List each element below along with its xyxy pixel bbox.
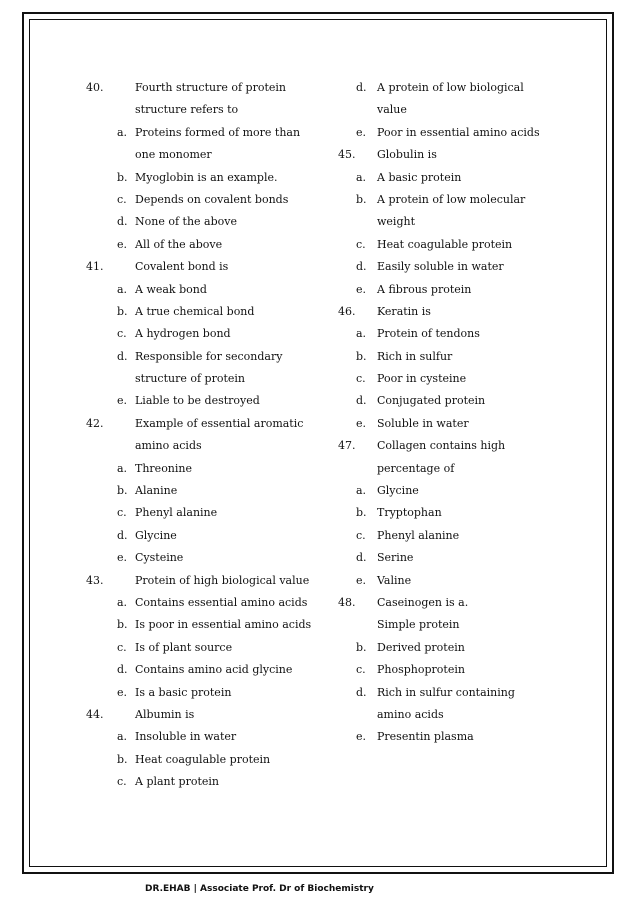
option-letter: e. [356,573,367,587]
option-letter: b. [117,752,128,766]
option-text: Rich in sulfur containing [377,685,515,699]
option-letter: b. [356,349,367,363]
option-text: A weak bond [135,282,207,296]
question-line [338,301,548,323]
option-text: Simple protein [377,618,460,632]
option-line [338,167,548,189]
option-letter: e. [356,416,367,430]
option-letter: e. [117,237,128,251]
option-text: A fibrous protein [377,282,472,296]
option-letter: a. [356,327,367,341]
option-text: All of the above [135,237,223,251]
option-line [86,726,316,748]
option-line [338,726,548,748]
question-line [86,413,316,435]
continuation-line [86,99,316,121]
continuation-line [338,614,548,636]
option-line [338,234,548,256]
option-text: A true chemical bond [135,304,255,318]
option-line [338,77,548,99]
question-number: 42. [86,416,104,430]
question-text: Protein of high biological value [135,573,310,587]
option-text: Soluble in water [377,416,469,430]
option-line [338,547,548,569]
page-footer: DR.EHAB | Associate Prof. Dr of Biochemistry [145,884,374,894]
option-text: Myoglobin is an example. [135,170,278,184]
option-text: A hydrogen bond [135,327,231,341]
option-text: Easily soluble in water [377,260,504,274]
option-letter: c. [117,775,127,789]
option-text: Poor in essential amino acids [377,125,540,139]
option-line [86,659,316,681]
option-text: Is poor in essential amino acids [135,618,312,632]
option-text: Heat coagulable protein [135,752,271,766]
question-line [338,592,548,614]
option-text: Proteins formed of more than [135,125,301,139]
option-line [86,189,316,211]
left-question-column [86,77,316,794]
question-line [86,704,316,726]
option-line [86,346,316,368]
continuation-line [86,435,316,457]
option-text: Is a basic protein [135,685,232,699]
option-text: Depends on covalent bonds [135,192,289,206]
option-text: Liable to be destroyed [135,394,260,408]
question-line [86,256,316,278]
option-text: Protein of tendons [377,327,480,341]
question-text: Covalent bond is [135,260,229,274]
option-line [86,458,316,480]
option-letter: e. [117,394,128,408]
option-line [338,502,548,524]
option-letter: d. [117,215,128,229]
option-line [338,570,548,592]
option-line [338,525,548,547]
option-text: Phenyl alanine [135,506,218,520]
question-text: Albumin is [135,707,195,721]
option-letter: e. [117,551,128,565]
option-text: Derived protein [377,640,465,654]
option-letter: e. [117,685,128,699]
option-line [338,659,548,681]
option-line [338,637,548,659]
option-line [338,480,548,502]
option-line [338,390,548,412]
option-letter: a. [117,461,128,475]
option-letter: b. [117,484,128,498]
continuation-line [338,211,548,233]
option-text: Serine [377,551,414,565]
option-letter: c. [117,640,127,654]
option-text: structure refers to [135,103,239,117]
option-text: Tryptophan [377,506,442,520]
option-line [338,368,548,390]
option-text: value [377,103,407,117]
option-text: one monomer [135,148,212,162]
option-line [86,547,316,569]
option-line [338,189,548,211]
option-text: None of the above [135,215,237,229]
question-line [338,435,548,457]
option-line [86,234,316,256]
question-number: 47. [338,439,356,453]
option-text: amino acids [377,707,444,721]
option-letter: c. [117,327,127,341]
question-number: 43. [86,573,104,587]
option-letter: b. [356,192,367,206]
option-text: Glycine [377,484,419,498]
option-text: Threonine [135,461,193,475]
right-question-column [338,77,548,749]
option-letter: e. [356,730,367,744]
option-text: Presentin plasma [377,730,474,744]
option-letter: c. [356,372,366,386]
option-letter: d. [356,81,367,94]
question-text: Collagen contains high [377,439,506,453]
option-text: A protein of low biological [377,81,524,94]
option-line [338,413,548,435]
option-text: structure of protein [135,372,245,386]
option-letter: d. [356,394,367,408]
option-text: Conjugated protein [377,394,486,408]
option-line [338,323,548,345]
option-letter: d. [356,685,367,699]
question-text: Fourth structure of protein [135,81,286,94]
option-text: Phenyl alanine [377,528,460,542]
option-letter: b. [356,506,367,520]
question-text: Keratin is [377,304,431,318]
option-line [86,301,316,323]
option-letter: d. [117,349,128,363]
option-line [338,346,548,368]
option-line [338,122,548,144]
option-letter: a. [356,170,367,184]
option-letter: a. [117,730,128,744]
option-text: Insoluble in water [135,730,237,744]
option-text: A plant protein [135,775,220,789]
option-line [86,323,316,345]
option-line [86,502,316,524]
option-line [86,480,316,502]
option-letter: a. [117,282,128,296]
option-letter: b. [117,304,128,318]
question-number: 44. [86,707,104,721]
option-letter: c. [117,506,127,520]
question-line [86,570,316,592]
option-text: Contains amino acid glycine [135,663,293,677]
question-text: Caseinogen is a. [377,595,469,609]
continuation-line [86,144,316,166]
option-line [86,637,316,659]
option-text: A basic protein [377,170,462,184]
option-text: Alanine [135,484,178,498]
option-line [86,771,316,793]
question-line [86,77,316,99]
option-text: Cysteine [135,551,184,565]
option-line [86,525,316,547]
option-letter: b. [117,618,128,632]
option-letter: e. [356,282,367,296]
option-letter: d. [117,528,128,542]
option-text: Heat coagulable protein [377,237,513,251]
question-number: 41. [86,260,104,274]
option-text: Valine [377,573,412,587]
option-letter: b. [117,170,128,184]
option-line [86,167,316,189]
option-letter: c. [117,192,127,206]
question-number: 46. [338,304,356,318]
option-text: Rich in sulfur [377,349,453,363]
option-text: Contains essential amino acids [135,595,308,609]
option-line [338,256,548,278]
option-letter: e. [356,125,367,139]
question-text: Globulin is [377,148,437,162]
option-line [86,122,316,144]
option-letter: d. [356,260,367,274]
option-letter: d. [356,551,367,565]
continuation-line [338,458,548,480]
option-letter: c. [356,237,366,251]
option-line [86,279,316,301]
option-line [338,682,548,704]
option-letter: d. [117,663,128,677]
option-text: Is of plant source [135,640,233,654]
question-number: 48. [338,595,356,609]
option-line [86,749,316,771]
option-letter: b. [356,640,367,654]
option-letter: a. [117,595,128,609]
option-line [338,279,548,301]
option-text: amino acids [135,439,202,453]
option-text: A protein of low molecular [377,192,526,206]
option-letter: c. [356,528,366,542]
option-line [86,390,316,412]
option-text: Phosphoprotein [377,663,465,677]
option-text: Glycine [135,528,177,542]
continuation-line [86,368,316,390]
question-number: 45. [338,148,356,162]
option-text: Responsible for secondary [135,349,283,363]
option-letter: a. [117,125,128,139]
option-line [86,211,316,233]
continuation-line [338,704,548,726]
option-line [86,614,316,636]
option-text: weight [377,215,415,229]
option-line [86,592,316,614]
question-text: Example of essential aromatic [135,416,304,430]
option-letter: a. [356,484,367,498]
option-line [86,682,316,704]
continuation-line [338,99,548,121]
question-line [338,144,548,166]
option-letter: c. [356,663,366,677]
option-text: percentage of [377,461,455,475]
question-number: 40. [86,81,104,94]
option-text: Poor in cysteine [377,372,467,386]
